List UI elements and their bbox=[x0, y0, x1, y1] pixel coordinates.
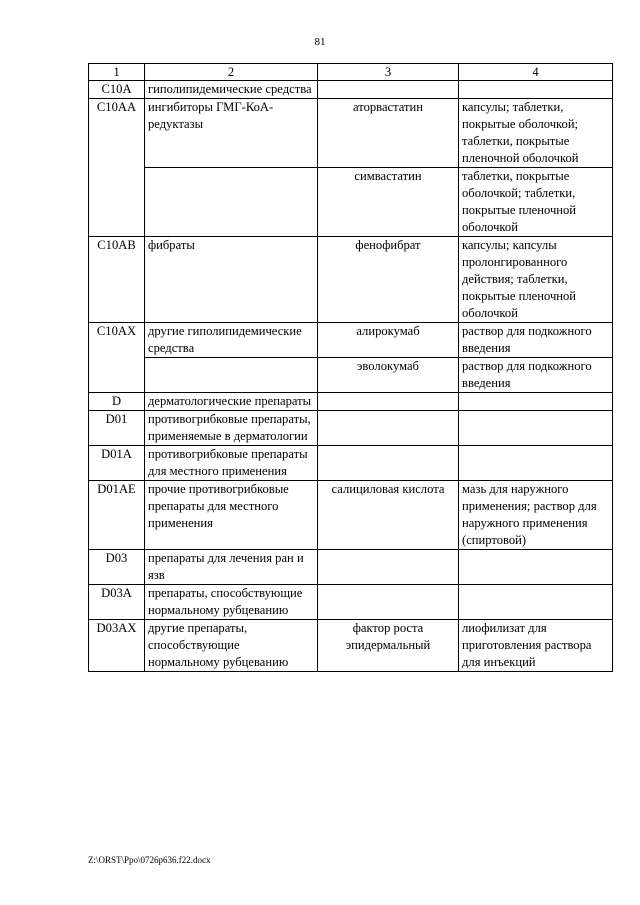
drug-name: аторвастатин bbox=[318, 99, 459, 168]
drug-name bbox=[318, 585, 459, 620]
table-row bbox=[89, 585, 613, 620]
drug-name bbox=[318, 411, 459, 446]
atc-code: D bbox=[89, 393, 145, 411]
drug-name: фенофибрат bbox=[318, 237, 459, 323]
dosage-form bbox=[459, 585, 613, 620]
table-header-row bbox=[89, 64, 613, 81]
dosage-form: капсулы; капсулы пролонгированного действия; таблетки, покрытые пленочной оболочкой bbox=[459, 237, 613, 323]
column-header: 2 bbox=[145, 64, 318, 81]
drug-name: симвастатин bbox=[318, 168, 459, 237]
table-row bbox=[89, 446, 613, 481]
column-header: 3 bbox=[318, 64, 459, 81]
table-row bbox=[89, 550, 613, 585]
page-number: 81 bbox=[314, 36, 326, 48]
dosage-form: лиофилизат для приготовления раствора для инъекций bbox=[459, 620, 613, 672]
drug-name bbox=[318, 81, 459, 99]
table-row bbox=[89, 620, 613, 672]
dosage-form: раствор для подкожного введения bbox=[459, 323, 613, 358]
table-row bbox=[89, 81, 613, 99]
atc-code: D03 bbox=[89, 550, 145, 585]
drug-name bbox=[318, 446, 459, 481]
atc-code: D01AE bbox=[89, 481, 145, 550]
dosage-form bbox=[459, 411, 613, 446]
table-row bbox=[89, 99, 613, 168]
drug-name bbox=[318, 393, 459, 411]
table-row bbox=[89, 168, 613, 237]
table-row bbox=[89, 358, 613, 393]
column-header: 1 bbox=[89, 64, 145, 81]
dosage-form bbox=[459, 446, 613, 481]
drug-name bbox=[318, 550, 459, 585]
drug-classification-table bbox=[88, 63, 613, 672]
group-name: противогрибковые препараты, применяемые в дерматологии bbox=[145, 411, 318, 446]
group-name: прочие противогрибковые препараты для местного применения bbox=[145, 481, 318, 550]
atc-code: C10AB bbox=[89, 237, 145, 323]
atc-code: C10AX bbox=[89, 323, 145, 393]
dosage-form bbox=[459, 550, 613, 585]
drug-name: салициловая кислота bbox=[318, 481, 459, 550]
group-name: ингибиторы ГМГ-КоА-редуктазы bbox=[145, 99, 318, 168]
dosage-form: мазь для наружного применения; раствор для наружного применения (спиртовой) bbox=[459, 481, 613, 550]
drug-name: фактор роста эпидермальный bbox=[318, 620, 459, 672]
document-file-path: Z:\ORST\Ppo\0726p636.f22.docx bbox=[88, 855, 211, 865]
column-header: 4 bbox=[459, 64, 613, 81]
dosage-form: раствор для подкожного введения bbox=[459, 358, 613, 393]
atc-code: D03AX bbox=[89, 620, 145, 672]
table-row bbox=[89, 481, 613, 550]
atc-code: C10A bbox=[89, 81, 145, 99]
group-name: другие гиполипидемические средства bbox=[145, 323, 318, 358]
atc-code: D01A bbox=[89, 446, 145, 481]
drug-name: эволокумаб bbox=[318, 358, 459, 393]
atc-code: D01 bbox=[89, 411, 145, 446]
table-row bbox=[89, 393, 613, 411]
group-name: препараты, способствующие нормальному рубцеванию bbox=[145, 585, 318, 620]
table-row bbox=[89, 411, 613, 446]
group-name: другие препараты, способствующие нормальному рубцеванию bbox=[145, 620, 318, 672]
dosage-form bbox=[459, 81, 613, 99]
group-name: дерматологические препараты bbox=[145, 393, 318, 411]
group-name: фибраты bbox=[145, 237, 318, 323]
dosage-form: капсулы; таблетки, покрытые оболочкой; таблетки, покрытые пленочной оболочкой bbox=[459, 99, 613, 168]
table-row bbox=[89, 237, 613, 323]
atc-code: D03A bbox=[89, 585, 145, 620]
group-name bbox=[145, 168, 318, 237]
group-name: препараты для лечения ран и язв bbox=[145, 550, 318, 585]
dosage-form bbox=[459, 393, 613, 411]
group-name bbox=[145, 358, 318, 393]
group-name: противогрибковые препараты для местного применения bbox=[145, 446, 318, 481]
dosage-form: таблетки, покрытые оболочкой; таблетки, покрытые пленочной оболочкой bbox=[459, 168, 613, 237]
atc-code: C10AA bbox=[89, 99, 145, 237]
table-row bbox=[89, 323, 613, 358]
group-name: гиполипидемические средства bbox=[145, 81, 318, 99]
drug-name: алирокумаб bbox=[318, 323, 459, 358]
